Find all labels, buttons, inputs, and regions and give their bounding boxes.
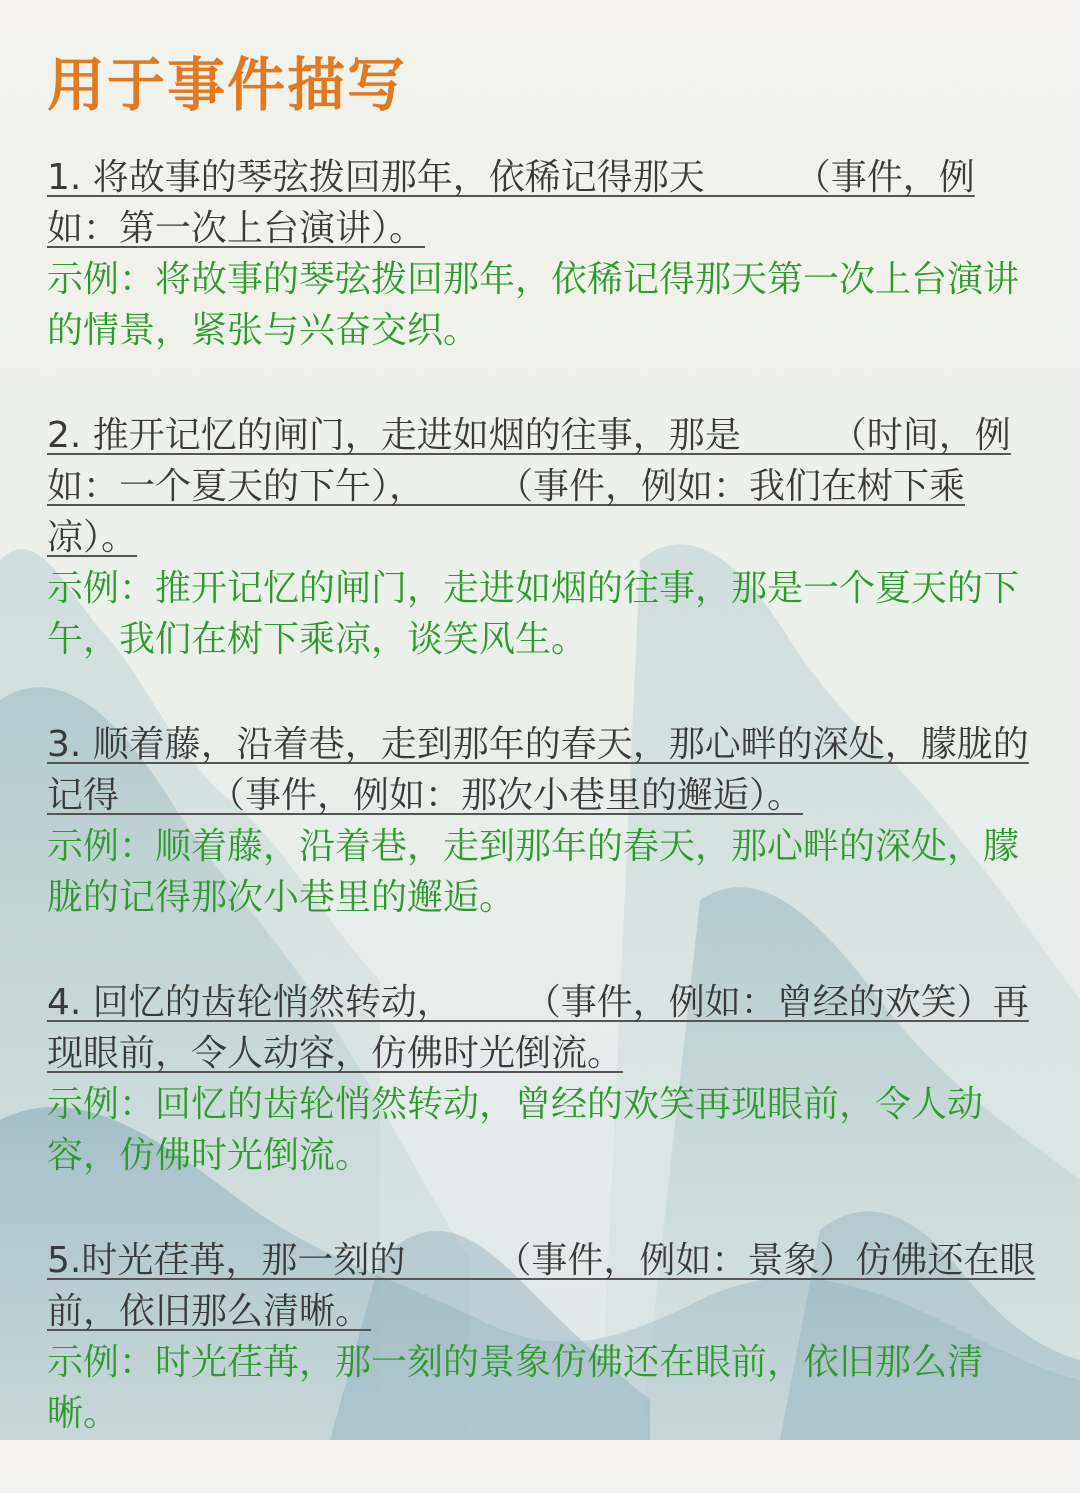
example-text: 示例：时光荏苒，那一刻的景象仿佛还在眼前，依旧那么清晰。: [47, 1342, 984, 1434]
list-item-5: [47, 1235, 1037, 1439]
prompt-text: 5.时光荏苒，那一刻的 （事件，例如：景象）仿佛还在眼前，依旧那么清晰。: [47, 1240, 1036, 1332]
list-item-1: [47, 152, 1037, 356]
list-item-3: [47, 719, 1037, 923]
prompt-text: 3. 顺着藤，沿着巷，走到那年的春天，那心畔的深处，朦胧的记得 （事件，例如：那次小巷里的邂逅）。: [47, 724, 1029, 816]
example-text: 示例：回忆的齿轮悄然转动，曾经的欢笑再现眼前，令人动容，仿佛时光倒流。: [47, 1084, 984, 1176]
example-text: 示例：顺着藤，沿着巷，走到那年的春天，那心畔的深处，朦胧的记得那次小巷里的邂逅。: [47, 826, 1020, 918]
list-item-4: [47, 977, 1037, 1181]
page-title: 用于事件描写: [47, 51, 408, 119]
prompt-text: 2. 推开记忆的闸门，走进如烟的往事，那是 （时间，例如：一个夏天的下午）， （事件，例如：我们在树下乘凉）。: [47, 415, 1011, 558]
content: [47, 50, 1037, 1493]
list-item-2: [47, 410, 1037, 665]
prompt-text: 1. 将故事的琴弦拨回那年，依稀记得那天 （事件，例如：第一次上台演讲）。: [47, 157, 975, 249]
example-text: 示例：将故事的琴弦拨回那年，依稀记得那天第一次上台演讲的情景，紧张与兴奋交织。: [47, 259, 1020, 351]
example-text: 示例：推开记忆的闸门，走进如烟的往事，那是一个夏天的下午，我们在树下乘凉，谈笑风生。: [47, 568, 1020, 660]
prompt-text: 4. 回忆的齿轮悄然转动， （事件，例如：曾经的欢笑）再现眼前，令人动容，仿佛时光倒流。: [47, 982, 1029, 1074]
